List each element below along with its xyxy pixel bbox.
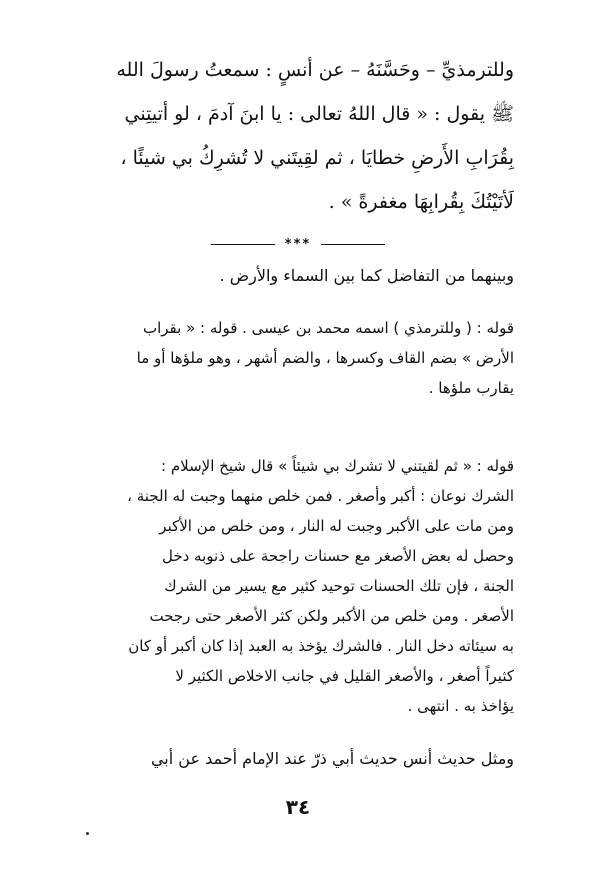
divider-stars: *** — [284, 236, 312, 252]
paragraph-line: وحصل له بعض الأصغر مع حسنات راجحة على ذنوبه دخل — [161, 547, 514, 565]
hadith-line: لَأتَيْتُكَ بِقُرابِهَا مغفرةً » . — [328, 191, 514, 213]
commentary-paragraph-1 — [84, 313, 514, 403]
page-number: ٣٤ — [285, 795, 311, 819]
paragraph-line: يقارب ملؤها . — [428, 379, 514, 397]
paragraph-between — [84, 261, 514, 291]
paragraph-line: الجنة ، فإن تلك الحسنات توحيد كثير مع يسير من الشرك — [164, 577, 514, 595]
paragraph-line: الأصغر . ومن خلص من الأكبر ولكن كثر الأصغر حتى رجحت — [149, 607, 514, 625]
hadith-text — [84, 48, 514, 224]
paragraph-line: قوله : « ثم لقيتني لا تشرك بي شيئاً » قال شيخ الإسلام : — [161, 457, 514, 475]
hadith-line: بِقُرَابِ الأَرضِ خطايَا ، ثم لقِيتَني لا تُشرِكُ بي شيئًا ، — [120, 147, 514, 169]
paragraph-line: وبينهما من التفاضل كما بين السماء والأرض . — [219, 266, 514, 285]
paragraph-line: ومثل حديث أنس حديث أبي ذرّ عند الإمام أحمد عن أبي — [150, 749, 514, 768]
section-divider — [200, 234, 396, 254]
paragraph-line: به سيئاته دخل النار . فالشرك يؤخذ به العبد إذا كان أكبر أو كان — [128, 637, 514, 655]
divider-rule-left — [211, 244, 275, 245]
paragraph-line: كثيراً أصغر ، والأصغر القليل في جانب الاخلاص الكثير لا — [175, 667, 514, 685]
paragraph-line: الأرض » بضم القاف وكسرها ، والضم أشهر ، وهو ملؤها أو ما — [136, 349, 514, 367]
paragraph-line: الشرك نوعان : أكبر وأصغر . فمن خلص منهما وجبت له الجنة ، — [127, 487, 514, 505]
paragraph-line: يؤاخذ به . انتهى . — [407, 697, 514, 715]
scan-speck — [86, 832, 89, 835]
divider-rule-right — [321, 244, 385, 245]
paragraph-line: قوله : ( وللترمذي ) اسمه محمد بن عيسى . قوله : « بقراب — [142, 319, 514, 337]
hadith-line: وللترمذيِّ – وحَسَّنَهُ – عن أنسٍ : سمعتُ رسولَ الله — [116, 59, 514, 81]
commentary-paragraph-2 — [84, 451, 514, 721]
paragraph-last — [84, 744, 514, 774]
paragraph-line: ومن مات على الأكبر وجبت له النار ، ومن خلص من الأكبر — [159, 517, 514, 535]
hadith-line: ﷺ يقول : « قال اللهُ تعالى : يا ابنَ آدمَ ، لو أتيتِني — [124, 103, 514, 125]
